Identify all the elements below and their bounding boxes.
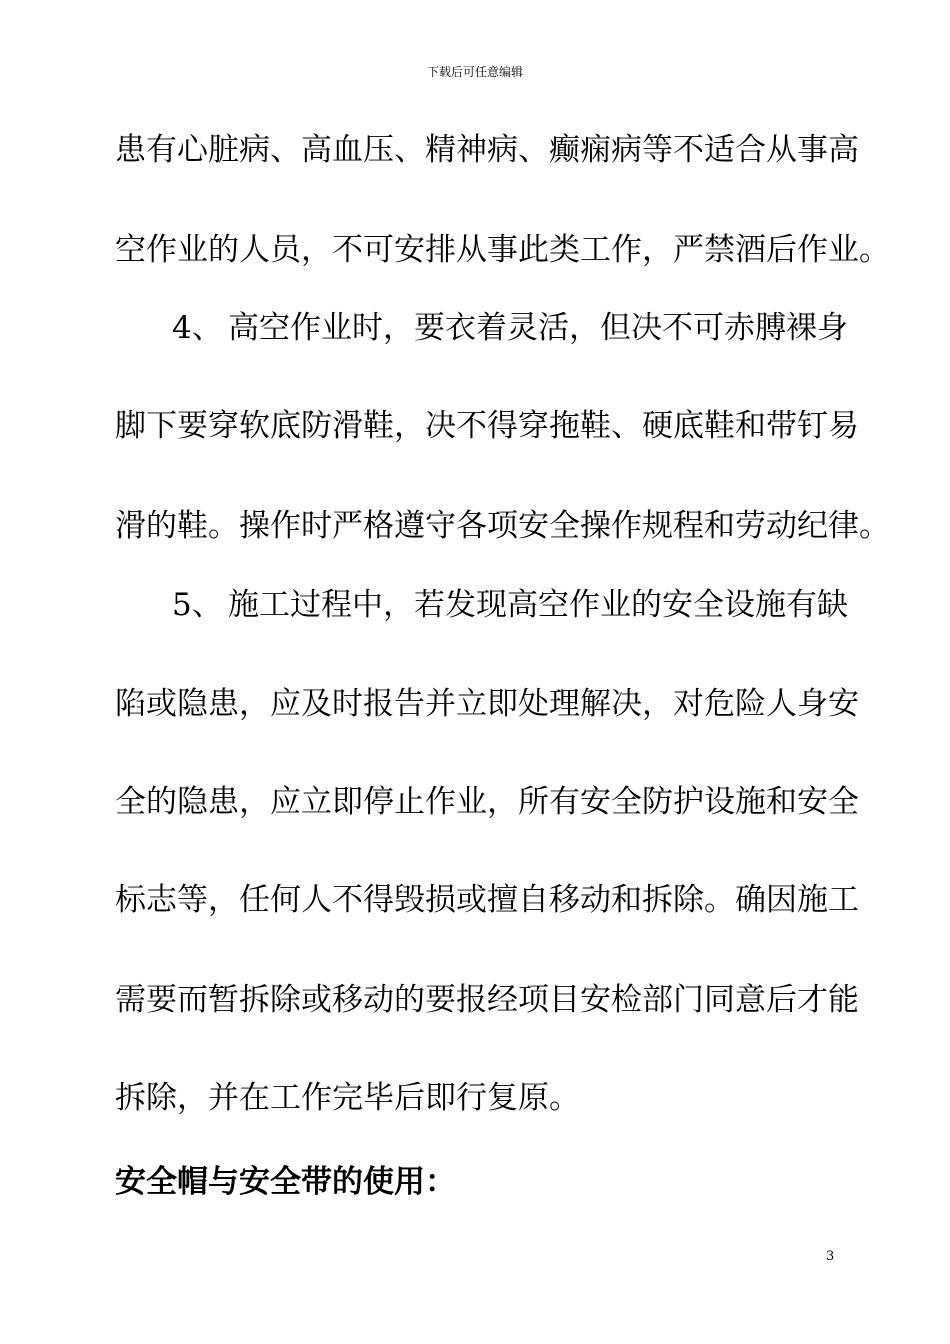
paragraph-line: 患有心脏病、高血压、精神病、癫痫病等不适合从事高 <box>115 132 859 168</box>
paragraph-line: 陷或隐患，应及时报告并立即处理解决，对危险人身安 <box>115 686 859 722</box>
paragraph-line: 滑的鞋。操作时严格遵守各项安全操作规程和劳动纪律。 <box>115 508 890 544</box>
paragraph-line: 高空作业时，要衣着灵活，但决不可赤膊裸身 <box>228 310 848 346</box>
paragraph-line: 全的隐患，应立即停止作业，所有安全防护设施和安全 <box>115 784 859 820</box>
page-number: 3 <box>826 1249 835 1264</box>
paragraph-line: 施工过程中，若发现高空作业的安全设施有缺 <box>228 587 848 623</box>
paragraph-line: 拆除，并在工作完毕后即行复原。 <box>115 1080 580 1116</box>
paragraph-line: 脚下要穿软底防滑鞋，决不得穿拖鞋、硬底鞋和带钉易 <box>115 408 859 444</box>
list-item-5 <box>172 585 848 625</box>
page-header: 下载后可任意编辑 <box>426 65 523 79</box>
list-number: 4、 <box>172 310 223 346</box>
section-heading: 安全帽与安全带的使用： <box>115 1164 456 1200</box>
list-item-4 <box>172 308 848 348</box>
paragraph-line: 标志等，任何人不得毁损或擅自移动和拆除。确因施工 <box>115 882 859 918</box>
paragraph-line: 需要而暂拆除或移动的要报经项目安检部门同意后才能 <box>115 982 859 1018</box>
list-number: 5、 <box>172 587 223 623</box>
paragraph-line: 空作业的人员，不可安排从事此类工作，严禁酒后作业。 <box>115 232 890 268</box>
